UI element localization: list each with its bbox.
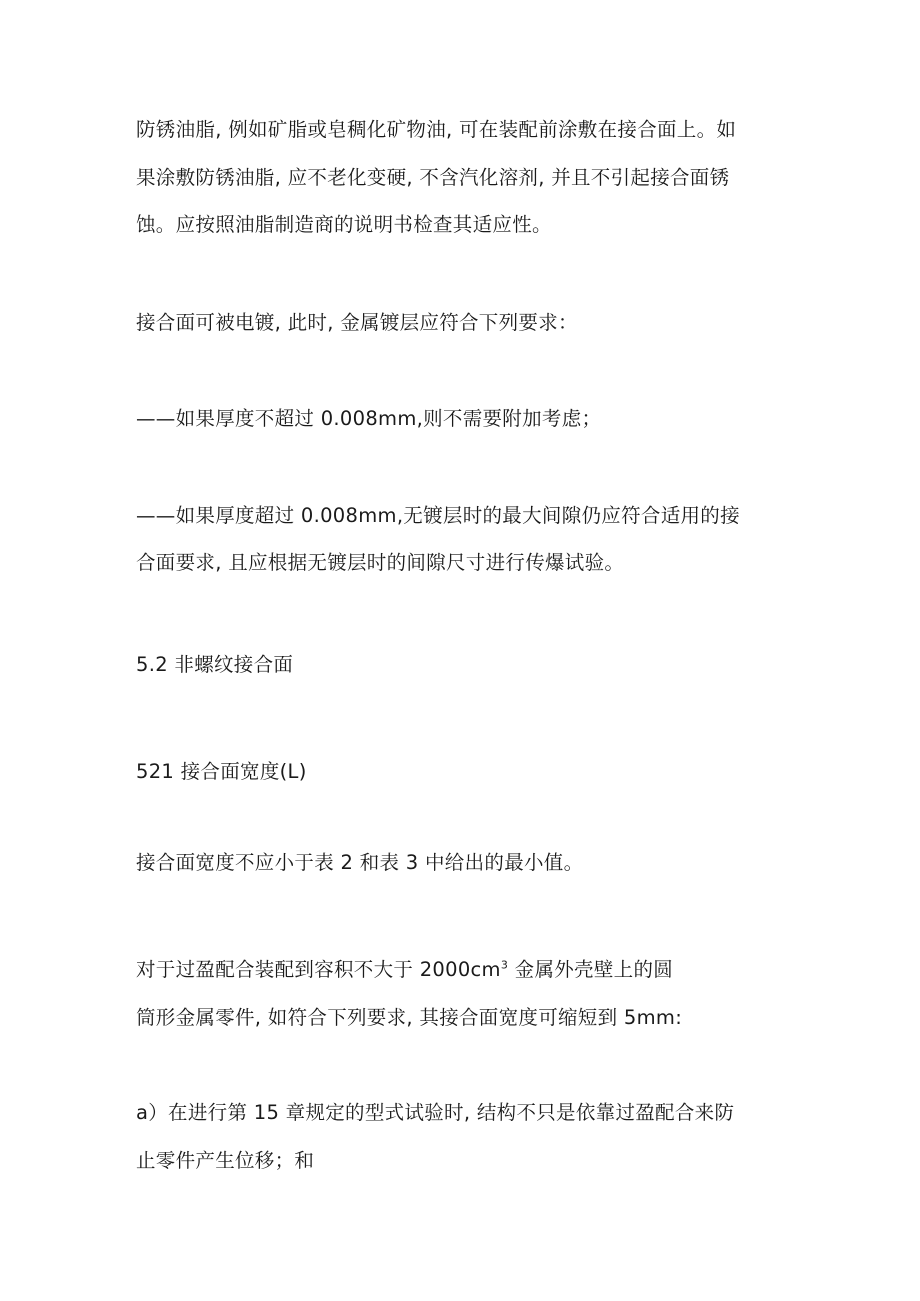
list-item-a: a）在进行第 15 章规定的型式试验时, 结构不只是依靠过盈配合来防: [136, 1101, 735, 1124]
paragraph-line: 果涂敷防锈油脂, 应不老化变硬, 不含汽化溶剂, 并且不引起接合面锈: [136, 166, 730, 189]
text-run: 金属外壳壁上的圆: [508, 958, 674, 981]
paragraph-line: [136, 956, 796, 984]
subsection-heading: 521 接合面宽度(L): [136, 760, 307, 783]
text-run: 对于过盈配合装配到容积不大于 2000cm: [136, 958, 501, 981]
paragraph-line: 接合面宽度不应小于表 2 和表 3 中给出的最小值。: [136, 851, 584, 874]
list-item-dash: ——如果厚度超过 0.008mm,无镀层时的最大间隙仍应符合适用的接: [136, 504, 740, 527]
section-heading: 5.2 非螺纹接合面: [136, 653, 294, 676]
list-item-dash: ——如果厚度不超过 0.008mm,则不需要附加考虑；: [136, 407, 602, 430]
paragraph-line: 接合面可被电镀, 此时, 金属镀层应符合下列要求：: [136, 311, 578, 334]
paragraph-line: 止零件产生位移；和: [136, 1149, 315, 1172]
paragraph-line: 防锈油脂, 例如矿脂或皂稠化矿物油, 可在装配前涂敷在接合面上。如: [136, 118, 737, 141]
paragraph-line: 合面要求, 且应根据无镀层时的间隙尺寸进行传爆试验。: [136, 551, 625, 574]
superscript: 3: [500, 958, 509, 972]
paragraph-line: 筒形金属零件, 如符合下列要求, 其接合面宽度可缩短到 5mm:: [136, 1006, 683, 1029]
paragraph-line: 蚀。应按照油脂制造商的说明书检查其适应性。: [136, 213, 552, 236]
